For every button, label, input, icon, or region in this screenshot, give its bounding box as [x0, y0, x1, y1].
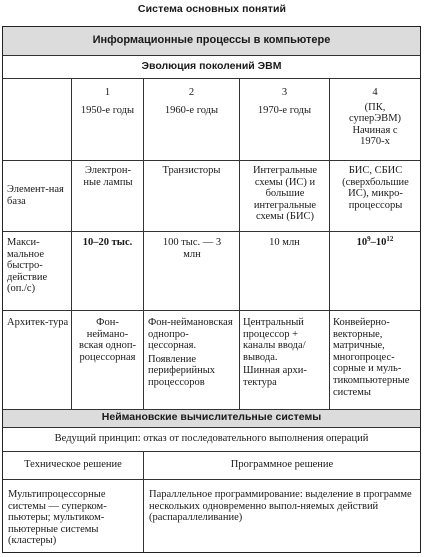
architecture-gen4: Конвейерно-векторные, матричные, многопроцес-сорные и муль-тикомпьютерные системы	[333, 317, 410, 398]
rule	[3, 310, 420, 311]
generation-period: 1960-е годы	[164, 104, 219, 116]
rule	[3, 160, 420, 161]
element-base-gen1: Электрон-ные лампы	[83, 165, 133, 188]
speed-gen4	[331, 237, 419, 249]
tech-solution-text: Мультипроцессорные системы — суперком-пьютеры; мультиком-пьютерные системы (кластеры)	[8, 489, 107, 547]
architecture-gen3	[243, 317, 327, 389]
non-neumann-header: Неймановские вычислительные системы	[101, 411, 322, 423]
speed-gen2: 100 тыс. — 3 млн	[162, 237, 222, 260]
row-label-speed: Макси-мальное быстро-действие (оп./с)	[7, 237, 48, 295]
element-base-gen3: Интегральные схемы (ИС) и большие интегральные схемы (БИС)	[252, 165, 318, 223]
speed-gen4-exponent: 12	[386, 235, 394, 243]
generation-1-header	[73, 87, 142, 116]
speed-gen3: 10 млн	[269, 237, 300, 248]
rule	[3, 427, 420, 428]
tech-solution-header: Техническое решение	[24, 459, 122, 470]
speed-gen4-exponent: 9	[367, 235, 371, 243]
rule	[329, 78, 330, 409]
prog-solution-text: Параллельное программирование: выделение в программе нескольких одновременно выпол-няемых действий (распараллеливание)	[149, 489, 412, 524]
architecture-gen2	[148, 317, 236, 389]
rule	[3, 409, 420, 410]
rule	[71, 78, 72, 409]
generation-number: 1	[104, 87, 111, 98]
concept-table	[2, 26, 421, 553]
element-base-gen4: БИС, СБИС (сверхбольшие ИС), микро-процессоры	[342, 165, 409, 211]
rule	[239, 78, 240, 409]
page-title: Система основных понятий	[137, 3, 287, 15]
prog-solution-header: Программное решение	[230, 459, 334, 470]
architecture-gen3-text: Центральный процессор + каналы ввода/вывода.	[243, 317, 306, 363]
rule	[3, 55, 420, 56]
rule	[3, 231, 420, 232]
architecture-gen2-extra: Появление периферийных процессоров	[148, 353, 216, 388]
generation-3-header	[241, 87, 328, 116]
architecture-gen3-extra: Шинная архи-тектура	[243, 365, 307, 388]
generation-period: 1950-е годы	[80, 104, 135, 116]
generation-2-header	[145, 87, 238, 116]
sub-header: Эволюция поколений ЭВМ	[141, 60, 282, 72]
speed-gen4-base: 10	[375, 237, 387, 248]
architecture-gen2-text: Фон-неймановская однопро-цессорная.	[148, 317, 233, 352]
generation-number: 2	[188, 87, 195, 98]
leading-principle: Ведущий принцип: отказ от последовательного выполнения операций	[54, 433, 369, 444]
generation-period: (ПК, суперЭВМ) Начиная с 1970-х	[348, 101, 402, 148]
rule	[3, 479, 420, 480]
rule	[3, 78, 420, 79]
element-base-gen2: Транзисторы	[162, 165, 221, 176]
row-label-element-base: Элемент-ная база	[7, 184, 64, 207]
generation-number: 3	[281, 87, 288, 98]
architecture-gen1: Фон-неймано-вская одноп-роцессорная	[79, 317, 136, 363]
speed-gen4-base: 10	[356, 237, 368, 248]
speed-gen1: 10–20 тыс.	[82, 237, 133, 248]
rule	[3, 451, 420, 452]
generation-4-header	[331, 87, 419, 148]
speed-gen4-dash: –	[370, 237, 376, 248]
rule	[143, 78, 144, 409]
main-header: Информационные процессы в компьютере	[92, 34, 331, 46]
row-label-architecture: Архитек-тура	[7, 317, 69, 328]
generation-period: 1970-е годы	[257, 104, 312, 116]
generation-number: 4	[372, 87, 378, 98]
